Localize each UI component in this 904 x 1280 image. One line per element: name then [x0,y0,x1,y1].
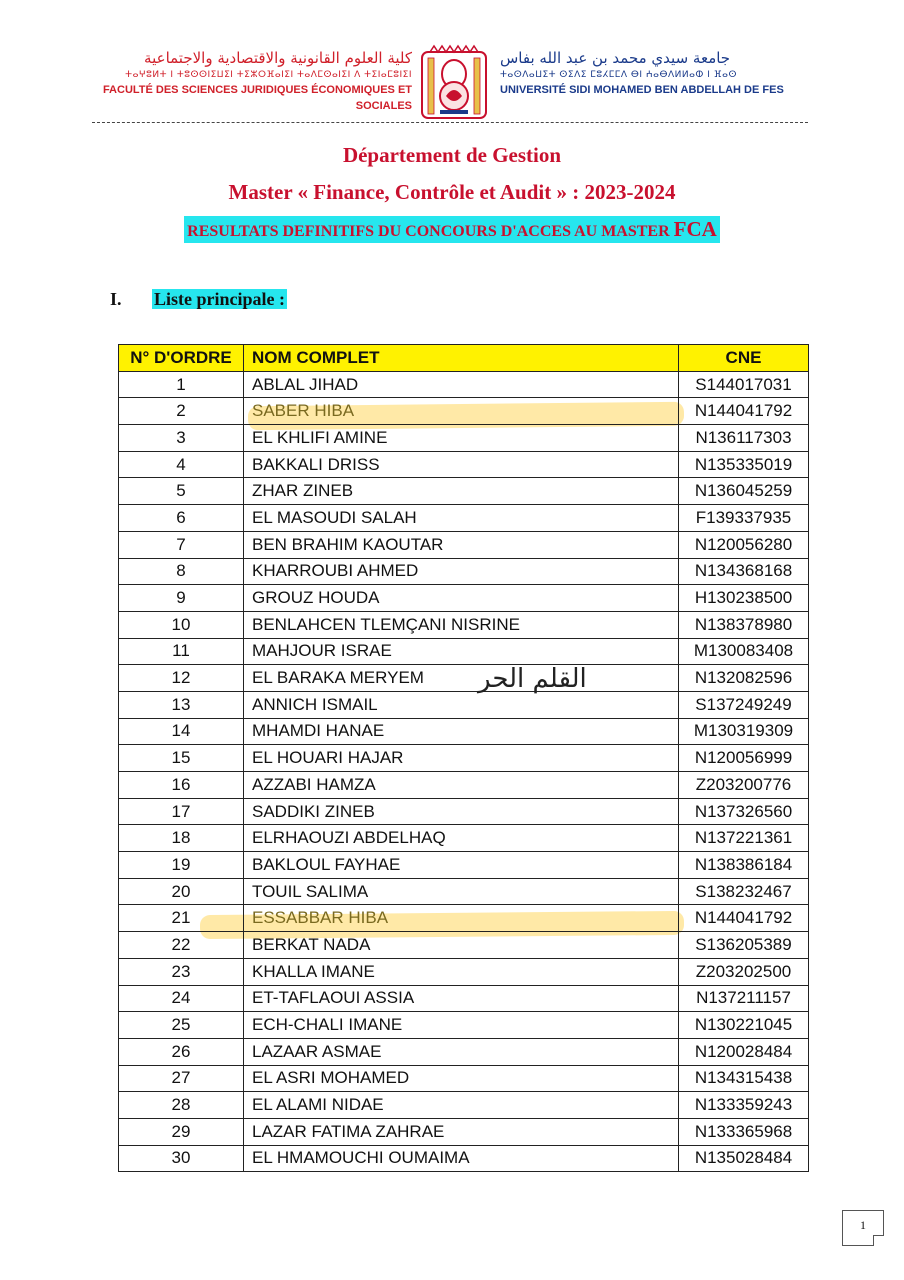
row-cne: M130083408 [679,638,809,665]
row-order: 6 [119,505,244,532]
table-row [119,478,809,505]
table-row [119,665,809,692]
faculty-name-tifinagh: ⵜⴰⵖⵓⵍⵜ ⵏ ⵜⵓⵙⵙⵏⵉⵡⵉⵏ ⵜⵉⵣⵔⴼⴰⵏⵉⵏ ⵜⴰⴷⵎⵙⴰⵏⵉⵏ ⴷ ⵜⵉⵏⴰⵎⵓⵏⵉⵏ [125,70,412,80]
faculty-header [92,48,412,114]
row-cne: N120056280 [679,531,809,558]
table-row [119,905,809,932]
table-row [119,878,809,905]
row-name: ECH-CHALI IMANE [244,1012,679,1039]
faculty-name-arabic: كلية العلوم القانونية والاقتصادية والاجتماعية [144,49,412,67]
table-row [119,852,809,879]
row-name: MHAMDI HANAE [244,718,679,745]
section-number: I. [110,289,122,309]
table-row [119,1038,809,1065]
row-cne: N134368168 [679,558,809,585]
row-name: KHALLA IMANE [244,958,679,985]
row-name: BENLAHCEN TLEMÇANI NISRINE [244,611,679,638]
row-cne: Z203200776 [679,772,809,799]
row-order: 10 [119,611,244,638]
table-row [119,1145,809,1172]
table-row [119,531,809,558]
row-name: SABER HIBA [244,398,679,425]
department-title: Département de Gestion [342,143,562,167]
university-name-tifinagh: ⵜⴰⵙⴷⴰⵡⵉⵜ ⵙⵉⴷⵉ ⵎⵓⵃⵎⵎⴷ ⴱⵏ ⵄⴰⴱⴷⵍⵍⴰⵀ ⵏ ⴼⴰⵙ [500,70,737,80]
row-name: ET-TAFLAOUI ASSIA [244,985,679,1012]
row-order: 18 [119,825,244,852]
master-title: Master « Finance, Contrôle et Audit » : 2023-2024 [228,180,676,204]
university-logo [420,44,488,120]
page-number: 1 [842,1210,884,1246]
table-row [119,1012,809,1039]
row-name: ZHAR ZINEB [244,478,679,505]
row-order: 28 [119,1092,244,1119]
row-cne: S144017031 [679,371,809,398]
row-order: 5 [119,478,244,505]
table-row [119,451,809,478]
row-cne: N136117303 [679,425,809,452]
table-header-row [119,345,809,372]
table-row [119,798,809,825]
row-order: 24 [119,985,244,1012]
university-name-arabic: جامعة سيدي محمد بن عبد الله بفاس [500,49,731,67]
header-divider [92,122,808,123]
table-row [119,1065,809,1092]
row-name: LAZAR FATIMA ZAHRAE [244,1118,679,1145]
results-title-prefix: RESULTATS DEFINITIFS DU CONCOURS D'ACCES AU MASTER [187,223,674,240]
column-header-name: NOM COMPLET [244,345,679,372]
row-name: ESSABBAR HIBA [244,905,679,932]
row-cne: N130221045 [679,1012,809,1039]
faculty-name-french: FACULTÉ DES SCIENCES JURIDIQUES ÉCONOMIQUES ET SOCIALES [102,84,412,112]
table-row [119,691,809,718]
row-order: 3 [119,425,244,452]
row-order: 23 [119,958,244,985]
row-order: 20 [119,878,244,905]
row-cne: N132082596 [679,665,809,692]
row-name: BAKLOUL FAYHAE [244,852,679,879]
row-cne: N133365968 [679,1118,809,1145]
row-order: 19 [119,852,244,879]
row-order: 29 [119,1118,244,1145]
row-cne: S137249249 [679,691,809,718]
row-cne: H130238500 [679,585,809,612]
row-cne: N135335019 [679,451,809,478]
table-row [119,558,809,585]
row-name: TOUIL SALIMA [244,878,679,905]
row-name: EL BARAKA MERYEM [244,665,679,692]
row-name: EL HOUARI HAJAR [244,745,679,772]
column-header-order: N° D'ORDRE [119,345,244,372]
row-name: ELRHAOUZI ABDELHAQ [244,825,679,852]
row-order: 15 [119,745,244,772]
row-cne: F139337935 [679,505,809,532]
table-row [119,425,809,452]
row-name: MAHJOUR ISRAE [244,638,679,665]
row-name: AZZABI HAMZA [244,772,679,799]
row-name: BEN BRAHIM KAOUTAR [244,531,679,558]
row-order: 13 [119,691,244,718]
table-row [119,638,809,665]
table-row [119,1118,809,1145]
results-title-fca: FCA [673,217,717,241]
table-row [119,585,809,612]
table-row [119,932,809,959]
row-cne: M130319309 [679,718,809,745]
row-order: 8 [119,558,244,585]
row-cne: S136205389 [679,932,809,959]
row-cne: N133359243 [679,1092,809,1119]
table-row [119,958,809,985]
row-order: 7 [119,531,244,558]
row-order: 9 [119,585,244,612]
row-name: EL KHLIFI AMINE [244,425,679,452]
row-name: BERKAT NADA [244,932,679,959]
row-order: 4 [119,451,244,478]
table-row [119,745,809,772]
table-row [119,398,809,425]
row-order: 14 [119,718,244,745]
results-table [118,344,809,1172]
table-row [119,611,809,638]
row-order: 11 [119,638,244,665]
row-order: 17 [119,798,244,825]
row-cne: Z203202500 [679,958,809,985]
row-name: EL HMAMOUCHI OUMAIMA [244,1145,679,1172]
row-cne: N138386184 [679,852,809,879]
university-name-french: UNIVERSITÉ SIDI MOHAMED BEN ABDELLAH DE FES [500,84,784,96]
row-name: ABLAL JIHAD [244,371,679,398]
row-cne: N137211157 [679,985,809,1012]
row-order: 16 [119,772,244,799]
row-name: BAKKALI DRISS [244,451,679,478]
row-name: GROUZ HOUDA [244,585,679,612]
row-cne: S138232467 [679,878,809,905]
row-name: EL ASRI MOHAMED [244,1065,679,1092]
table-row [119,772,809,799]
row-order: 30 [119,1145,244,1172]
row-name: SADDIKI ZINEB [244,798,679,825]
row-order: 2 [119,398,244,425]
row-order: 22 [119,932,244,959]
results-title [0,216,904,243]
table-row [119,825,809,852]
row-order: 21 [119,905,244,932]
row-order: 27 [119,1065,244,1092]
row-order: 26 [119,1038,244,1065]
section-label: Liste principale : [154,289,285,309]
row-name: EL MASOUDI SALAH [244,505,679,532]
university-header [500,48,820,98]
column-header-cne: CNE [679,345,809,372]
row-name: EL ALAMI NIDAE [244,1092,679,1119]
row-cne: N120056999 [679,745,809,772]
row-order: 25 [119,1012,244,1039]
row-cne: N138378980 [679,611,809,638]
watermark-text: القلم الحر [478,664,587,694]
row-order: 1 [119,371,244,398]
row-name: ANNICH ISMAIL [244,691,679,718]
row-cne: N144041792 [679,398,809,425]
row-cne: N120028484 [679,1038,809,1065]
row-cne: N144041792 [679,905,809,932]
table-row [119,505,809,532]
row-cne: N134315438 [679,1065,809,1092]
table-row [119,985,809,1012]
table-row [119,1092,809,1119]
row-cne: N135028484 [679,1145,809,1172]
table-row [119,371,809,398]
row-cne: N137221361 [679,825,809,852]
row-cne: N137326560 [679,798,809,825]
table-row [119,718,809,745]
row-cne: N136045259 [679,478,809,505]
row-name: KHARROUBI AHMED [244,558,679,585]
row-name: LAZAAR ASMAE [244,1038,679,1065]
section-heading [110,289,287,310]
row-order: 12 [119,665,244,692]
